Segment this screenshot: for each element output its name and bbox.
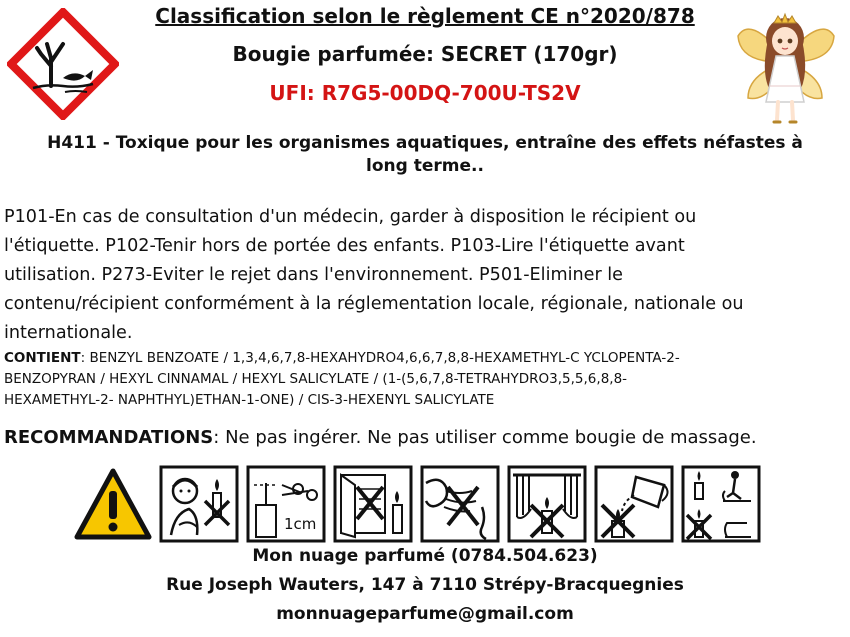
hazard-line-1: H411 - Toxique pour les organismes aquatiques, entraîne des effets néfastes à [47,133,803,153]
no-water-extinguish-icon [594,465,674,543]
precaution-line-2: l'étiquette. P102-Tenir hors de portée des enfants. P103-Lire l'étiquette avant [4,236,685,256]
no-water-pictogram [594,465,674,543]
hazard-statement [0,132,850,178]
ghs-environment-pictogram [7,8,119,120]
contents-text-1: : BENZYL BENZOATE / 1,3,4,6,7,8-HEXAHYDRO4,6,6,7,8,8-HEXAMETHYL-C YCLOPENTA-2- [80,350,680,366]
contact-name-phone: Mon nuage parfumé (0784.504.623) [252,546,598,566]
children-away-pictogram [159,465,239,543]
contents-line-2: BENZOPYRAN / HEXYL CINNAMAL / HEXYL SALICYLATE / (1-(5,6,7,8-TETRAHYDRO3,5,5,6,8,8- [4,371,628,387]
contents-list [4,348,846,411]
hazard-line-2: long terme.. [366,156,484,176]
recommendations-text: : Ne pas ingérer. Ne pas utiliser comme bougie de massage. [213,427,757,448]
dead-tree-fish-icon [7,8,119,120]
no-draft-pictogram [420,465,500,543]
no-curtains-pictogram [507,465,587,543]
fairy-illustration [730,6,840,128]
no-curtains-icon [507,465,587,543]
recommendations-label: RECOMMANDATIONS [4,427,214,448]
wick-length-label: 1cm [284,515,317,533]
recommendations [4,425,846,451]
precautionary-statements [4,203,846,348]
trim-wick-pictogram [246,465,326,543]
contents-line-1 [4,348,846,369]
contact-address: Rue Joseph Wauters, 147 à 7110 Strépy-Bracquegnies [166,575,684,595]
no-flammable-pictogram [333,465,413,543]
warning-triangle-pictogram [73,465,153,543]
product-name: Bougie parfumée: SECRET (170gr) [232,42,618,66]
fairy-icon [730,6,840,128]
precaution-line-4: contenu/récipient conformément à la réglementation locale, régionale, nationale ou [4,294,744,314]
trim-wick-icon [246,465,326,543]
no-flammable-nearby-icon [333,465,413,543]
ufi-code: UFI: R7G5-00DQ-700U-TS2V [269,81,581,105]
never-leave-unattended-icon [681,465,761,543]
classification-title: Classification selon le règlement CE n°2020/878 [155,4,695,28]
precaution-line-1: P101-En cas de consultation d'un médecin, garder à disposition le récipient ou [4,207,697,227]
contact-email: monnuageparfume@gmail.com [276,604,574,624]
children-away-from-candle-icon [159,465,239,543]
precaution-line-5: internationale. [4,323,133,343]
contents-label: CONTIENT [4,350,81,366]
never-unattended-pictogram [681,465,761,543]
precaution-line-3: utilisation. P273-Eviter le rejet dans l'environnement. P501-Eliminer le [4,265,623,285]
contents-line-3: HEXAMETHYL-2- NAPHTHYL)ETHAN-1-ONE) / CIS-3-HEXENYL SALICYLATE [4,392,495,408]
warning-triangle-icon [73,465,153,543]
no-draft-icon [420,465,500,543]
